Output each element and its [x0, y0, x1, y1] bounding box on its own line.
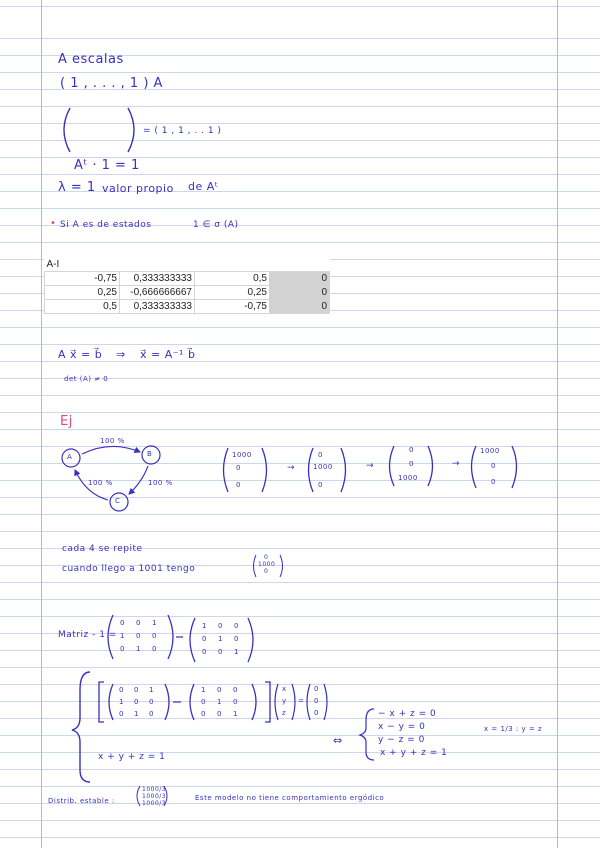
cell: 0,25	[195, 286, 270, 300]
note-1001: cuando llego a 1001 tengo	[62, 564, 196, 574]
vector-entry: 1000	[398, 474, 418, 482]
edge-bc-label: 100 %	[148, 479, 173, 487]
matrix-entry: 1	[218, 635, 223, 643]
stable-distribution-label: Distrib. estable :	[48, 797, 115, 805]
matrix-entry: 0	[202, 635, 207, 643]
vector-entry: 0	[409, 460, 414, 468]
unknown-z: z	[282, 709, 287, 717]
cell: 0,5	[195, 272, 270, 286]
vector-entry: 1000	[313, 463, 333, 471]
vector-entry: 1000	[258, 561, 276, 568]
cell: -0,75	[195, 300, 270, 314]
vector-entry: 0	[236, 464, 241, 472]
vector-entry: 1000	[232, 451, 252, 459]
vector-entry: 1000	[480, 447, 500, 455]
vector-entry: 0	[236, 481, 241, 489]
vector-entry: 1000/3	[142, 793, 167, 800]
zero-entry: 0	[314, 709, 319, 717]
matrix-entry: 1	[201, 686, 206, 694]
arrow-icon: →	[287, 463, 296, 473]
matrix-entry: 0	[136, 619, 141, 627]
equation-3: y − z = 0	[378, 735, 425, 745]
unknown-x: x	[282, 685, 287, 693]
matrix-entry: 1	[136, 645, 141, 653]
matrix-entry: 1	[119, 698, 124, 706]
zero-entry: 0	[314, 685, 319, 693]
result-text: x = 1/3 : y = z	[484, 725, 543, 733]
cell: 0	[270, 286, 330, 300]
determinant-note: det (A) ≠ 0	[64, 375, 109, 383]
iff-arrow: ⇔	[333, 734, 343, 747]
vector-entry: 1000/3	[142, 800, 167, 807]
matrix-entry: 0	[119, 686, 124, 694]
matrix-entry: 1	[120, 632, 125, 640]
vector-entry: 0	[264, 554, 269, 561]
note-line-1: A escalas	[58, 52, 124, 67]
matrix-entry: 1	[217, 698, 222, 706]
matrix-entry: 0	[202, 648, 207, 656]
matrix-entry: 1	[202, 622, 207, 630]
cell: 0,5	[45, 300, 120, 314]
matrix-entry: 0	[120, 619, 125, 627]
matrix-entry: 0	[233, 698, 238, 706]
equation-4: x + y + z = 1	[380, 748, 448, 758]
cell: 0,333333333	[120, 272, 195, 286]
arrow-icon: →	[452, 459, 461, 469]
de-at-text: de Aᵗ	[188, 180, 219, 193]
arrow-icon: →	[366, 461, 375, 471]
equals-sign: =	[298, 697, 305, 705]
note-line-3-rhs: = ( 1 , 1 , . . 1 )	[143, 126, 222, 136]
vector-entry: 0	[491, 478, 496, 486]
bullet-text: Si A es de estados	[60, 220, 152, 230]
matrix-entry: 0	[134, 686, 139, 694]
edge-ab-label: 100 %	[100, 437, 125, 445]
matrix-entry: 0	[134, 698, 139, 706]
example-label: Ej	[60, 414, 73, 429]
vector-entry: 0	[318, 451, 323, 459]
vector-entry: 0	[491, 462, 496, 470]
matrix-entry: 0	[119, 710, 124, 718]
matrix-entry: 1	[152, 619, 157, 627]
equation-1: − x + z = 0	[378, 709, 437, 719]
matrix-entry: 0	[120, 645, 125, 653]
vector-entry: 0	[409, 446, 414, 454]
cell: 0,333333333	[120, 300, 195, 314]
vector-entry: 1000/3	[142, 786, 167, 793]
matrix-entry: 0	[149, 698, 154, 706]
system-solution: x⃗ = A⁻¹ b⃗	[140, 348, 196, 361]
matrix-entry: 0	[234, 635, 239, 643]
bullet-rhs: 1 ∈ σ (A)	[193, 220, 239, 230]
matrix-entry: 0	[152, 645, 157, 653]
sheet-label: A-I	[46, 259, 60, 270]
note-line-2: ( 1 , . . . , 1 ) A	[60, 76, 163, 91]
valor-propio-text: valor propio	[102, 182, 174, 195]
node-a: A	[67, 453, 73, 461]
ergodic-comment: Este modelo no tiene comportamiento ergódico	[195, 794, 385, 802]
unknown-y: y	[282, 697, 287, 705]
edge-ca-label: 100 %	[88, 479, 113, 487]
node-b: B	[147, 450, 153, 458]
matrix-entry: 0	[149, 710, 154, 718]
zero-entry: 0	[314, 697, 319, 705]
system-equation: A x⃗ = b⃗	[58, 348, 103, 361]
cell: -0,75	[45, 272, 120, 286]
matrix-entry: 0	[217, 686, 222, 694]
implies-arrow: ⇒	[116, 348, 126, 361]
matrix-label: Matriz - 1 =	[58, 630, 117, 640]
matrix-entry: 0	[136, 632, 141, 640]
cell: -0,666666667	[120, 286, 195, 300]
cell: 0	[270, 300, 330, 314]
matrix-entry: 0	[201, 698, 206, 706]
matrix-entry: 0	[218, 622, 223, 630]
matrix-entry: 1	[233, 710, 238, 718]
vector-entry: 0	[264, 568, 269, 575]
matrix-entry: 1	[149, 686, 154, 694]
note-repeat: cada 4 se repite	[62, 544, 143, 554]
cell: 0	[270, 272, 330, 286]
bullet-dot: •	[50, 218, 57, 229]
matrix-entry: 0	[218, 648, 223, 656]
sum-constraint: x + y + z = 1	[98, 752, 166, 762]
matrix-entry: 0	[234, 622, 239, 630]
matrix-entry: 0	[152, 632, 157, 640]
matrix-entry: 1	[234, 648, 239, 656]
matrix-entry: 0	[233, 686, 238, 694]
matrix-entry: 1	[134, 710, 139, 718]
node-c: C	[115, 497, 121, 505]
matrix-entry: 0	[217, 710, 222, 718]
vector-entry: 0	[318, 481, 323, 489]
matrix-entry: 0	[201, 710, 206, 718]
lambda-text: λ = 1	[58, 180, 96, 195]
note-line-4: Aᵗ · 1 = 1	[74, 158, 140, 173]
equation-2: x − y = 0	[378, 722, 426, 732]
cell: 0,25	[45, 286, 120, 300]
